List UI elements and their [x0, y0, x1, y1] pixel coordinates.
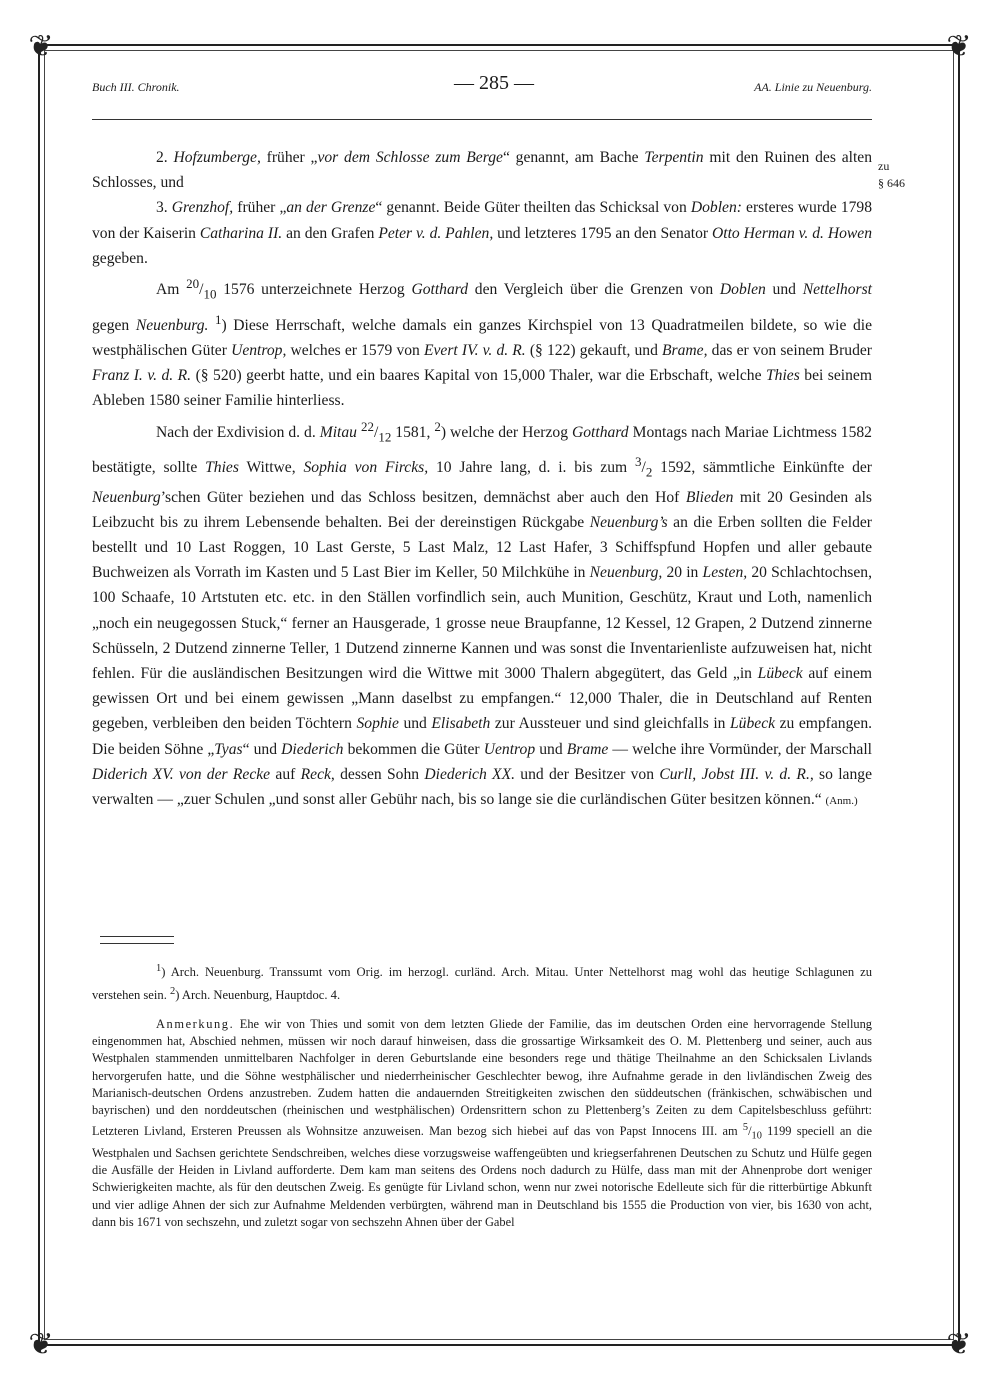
main-text [92, 145, 872, 814]
paragraph: 2. Hofzumberge, früher „vor dem Schlosse zum Berge“ genannt, am Bache Terpentin mit den Ruinen des alten Schlosses, und [92, 149, 873, 192]
running-header [92, 70, 872, 100]
paragraph: Nach der Exdivision d. d. Mitau $^{22}/_{12}$ 1581, $^2$) welche der Herzog Gotthard Montags nach Mariae Lichtmess 1582 bestätigte, sollte Thies Wittwe, Sophia von Fircks, 10 Jahre lang, d. i. bis zum $^3/_2$ 1592, sämmtliche Einkünfte der Neuenburg’schen Güter beziehen und das Schloss besitzen, demnächst aber auch den Hof Blieden mit 20 Gesinden als Leibzucht bis zu ihrem Lebensende behalten. Bei der dereinstigen Rückgabe Neuenburg’s an die Erben sollten die Felder bestellt und 10 Last Roggen, 10 Last Gerste, 5 Last Malz, 12 Last Hafer, 3 Schiffspfund Hopfen und aller gebaute Buchweizen als Vorrath im Kasten und 5 Last Bier im Keller, 50 Milchkühe in Neuenburg, 20 in Lesten, 20 Schlachtochsen, 100 Schaafe, 10 Artstuten etc. etc. in den Ställen vorfindlich sein, auch Munition, Geschütz, Kraut und Loth, namenlich „noch ein neugegossen Stuck,“ ferner an Hausgerade, 1 grosse neue Braupfanne, 12 Kessel, 12 Grapen, 2 Dutzend zinnerne Schüsseln, 2 Dutzend zinnerne Teller, 1 Dutzend zinnerne Kannen und was sonst die Inventarienliste aufzuweisen hat, nicht fehlen. Für die ausländischen Besitzungen wird die Wittwe mit 3000 Thalern abgegütert, das Geld „in Lübeck auf einem gewissen Ort und bei einem gewissen „Mann daselbst zu empfangen.“ 12,000 Thaler, die in Deutschland auf Renten gegeben, verbleiben den beiden Töchtern Sophie und Elisabeth zur Aussteuer und sind gleichfalls in Lübeck zu empfangen. Die beiden Söhne „Tyas“ und Diederich bekommen die Güter Uentrop und Brame — welche ihre Vormünder, der Marschall Diderich XV. von der Recke auf Reck, dessen Sohn Diederich XX. und der Besitzer von Curll, Jobst III. v. d. R., so lange verwalten — „zuer Schulen „und sonst aller Gebühr nach, bis so lange sie die curländischen Güter besitzen können.“ (Anm.) [92, 418, 873, 808]
margin-note: zu [878, 159, 890, 173]
corner-ornament-icon: ❦ [28, 1327, 54, 1362]
header-rule [92, 119, 872, 120]
page-number: — 285 — [454, 72, 534, 94]
corner-ornament-icon: ❦ [28, 29, 54, 64]
footnotes [92, 959, 872, 1005]
annotation-block [92, 1016, 872, 1231]
paragraph: 3. Grenzhof, früher „an der Grenze“ genannt. Beide Güter theilten das Schicksal von Doblen: ersteres wurde 1798 von der Kaiserin Catharina II. an den Grafen Peter v. d. Pahlen, und letzteres 1795 an den Senator Otto Herman v. d. Howen gegeben. [92, 199, 873, 267]
footnote-rule [100, 943, 174, 944]
header-right: AA. Linie zu Neuenburg. [754, 80, 872, 94]
corner-ornament-icon: ❦ [946, 29, 972, 64]
header-left: Buch III. Chronik. [92, 80, 180, 94]
annotation-text: Anmerkung. Ehe wir von Thies und somit von dem letzten Gliede der Familie, das im deutschen Orden eine hervorragende Stellung eingenommen hat, Abschied nehmen, müssen wir noch darauf hinweisen, dass die grossartige Wirksamkeit des O. M. Plettenberg und seiner, auch aus Westphalen stammenden unmittelbaren Nachfolger in deren Geburtslande eine besonders rege und thätige Theilnahme an den Schicksalen Livlands hervorgerufen hatte, und die Söhne westphälischer und niederrheinischer Geschlechter bewog, ihre Aufnahme gerade in den livländischen Zweig des Marianisch-deutschen Ordens anzustreben. Zudem hatten die andauernden Streitigkeiten zwischen den süddeutschen (fränkischen, schwäbischen und bayrischen) und den norddeutschen (rheinischen und westphälischen) Ordensrittern schon zu Plettenberg’s Zeiten zu dem Capitelsbeschluss geführt: Letzteren Livland, Ersteren Preussen als Wohnsitze anzuweisen. Man bezog sich hiebei auf das von Papst Innocens III. am $^5/_{10}$ 1199 speciell an die Westphalen und Sachsen gerichtete Sendschreiben, welches diese vorzugsweise waffengeübten und kriegserfahrenen Deutschen zu Schutz und Hülfe gegen die Ausfälle der Heiden in Livland aufforderte. Dem kam man seitens des Ordens noch dadurch zu Hülfe, dass man mit der Ahnenprobe dort weniger Schwierigkeiten machte, als für den deutschen Zweig. Es genügte für Livland schon, wenn nur zwei notorische Edelleute sich für die ritterbürtige Abkunft und vier adlige Ahnen der sich zur Aufnahme Meldenden verbürgten, während man in Deutschland bis 1555 die Production von vier, bis 1630 von acht, dann bis 1671 von sechszehn, und zuletzt sogar von sechszehn Ahnen über der Gabel [92, 1017, 873, 1229]
paragraph: Am $^{20}/_{10}$ 1576 unterzeichnete Herzog Gotthard den Vergleich über die Grenzen von Doblen und Nettelhorst gegen Neuenburg. $^1$) Diese Herrschaft, welche damals ein ganzes Kirchspiel von 13 Quadratmeilen bildete, so wie die westphälischen Güter Uentrop, welches er 1579 von Evert IV. v. d. R. (§ 122) gekauft, und Brame, das er von seinem Bruder Franz I. v. d. R. (§ 520) geerbt hatte, und ein baares Kapital von 15,000 Thaler, war die Erbschaft, welche Thies bei seinem Ableben 1580 seiner Familie hinterliess. [92, 276, 873, 410]
corner-ornament-icon: ❦ [946, 1327, 972, 1362]
margin-note-section: § 646 [878, 176, 905, 190]
footnote-rule [100, 936, 174, 937]
footnote-text: $^1$) Arch. Neuenburg. Transsumt vom Orig. im herzogl. curländ. Arch. Mitau. Unter Nettelhorst mag wohl das heutige Schlagunen zu verstehen sein. $^2$) Arch. Neuenburg, Hauptdoc. 4. [92, 963, 872, 1003]
